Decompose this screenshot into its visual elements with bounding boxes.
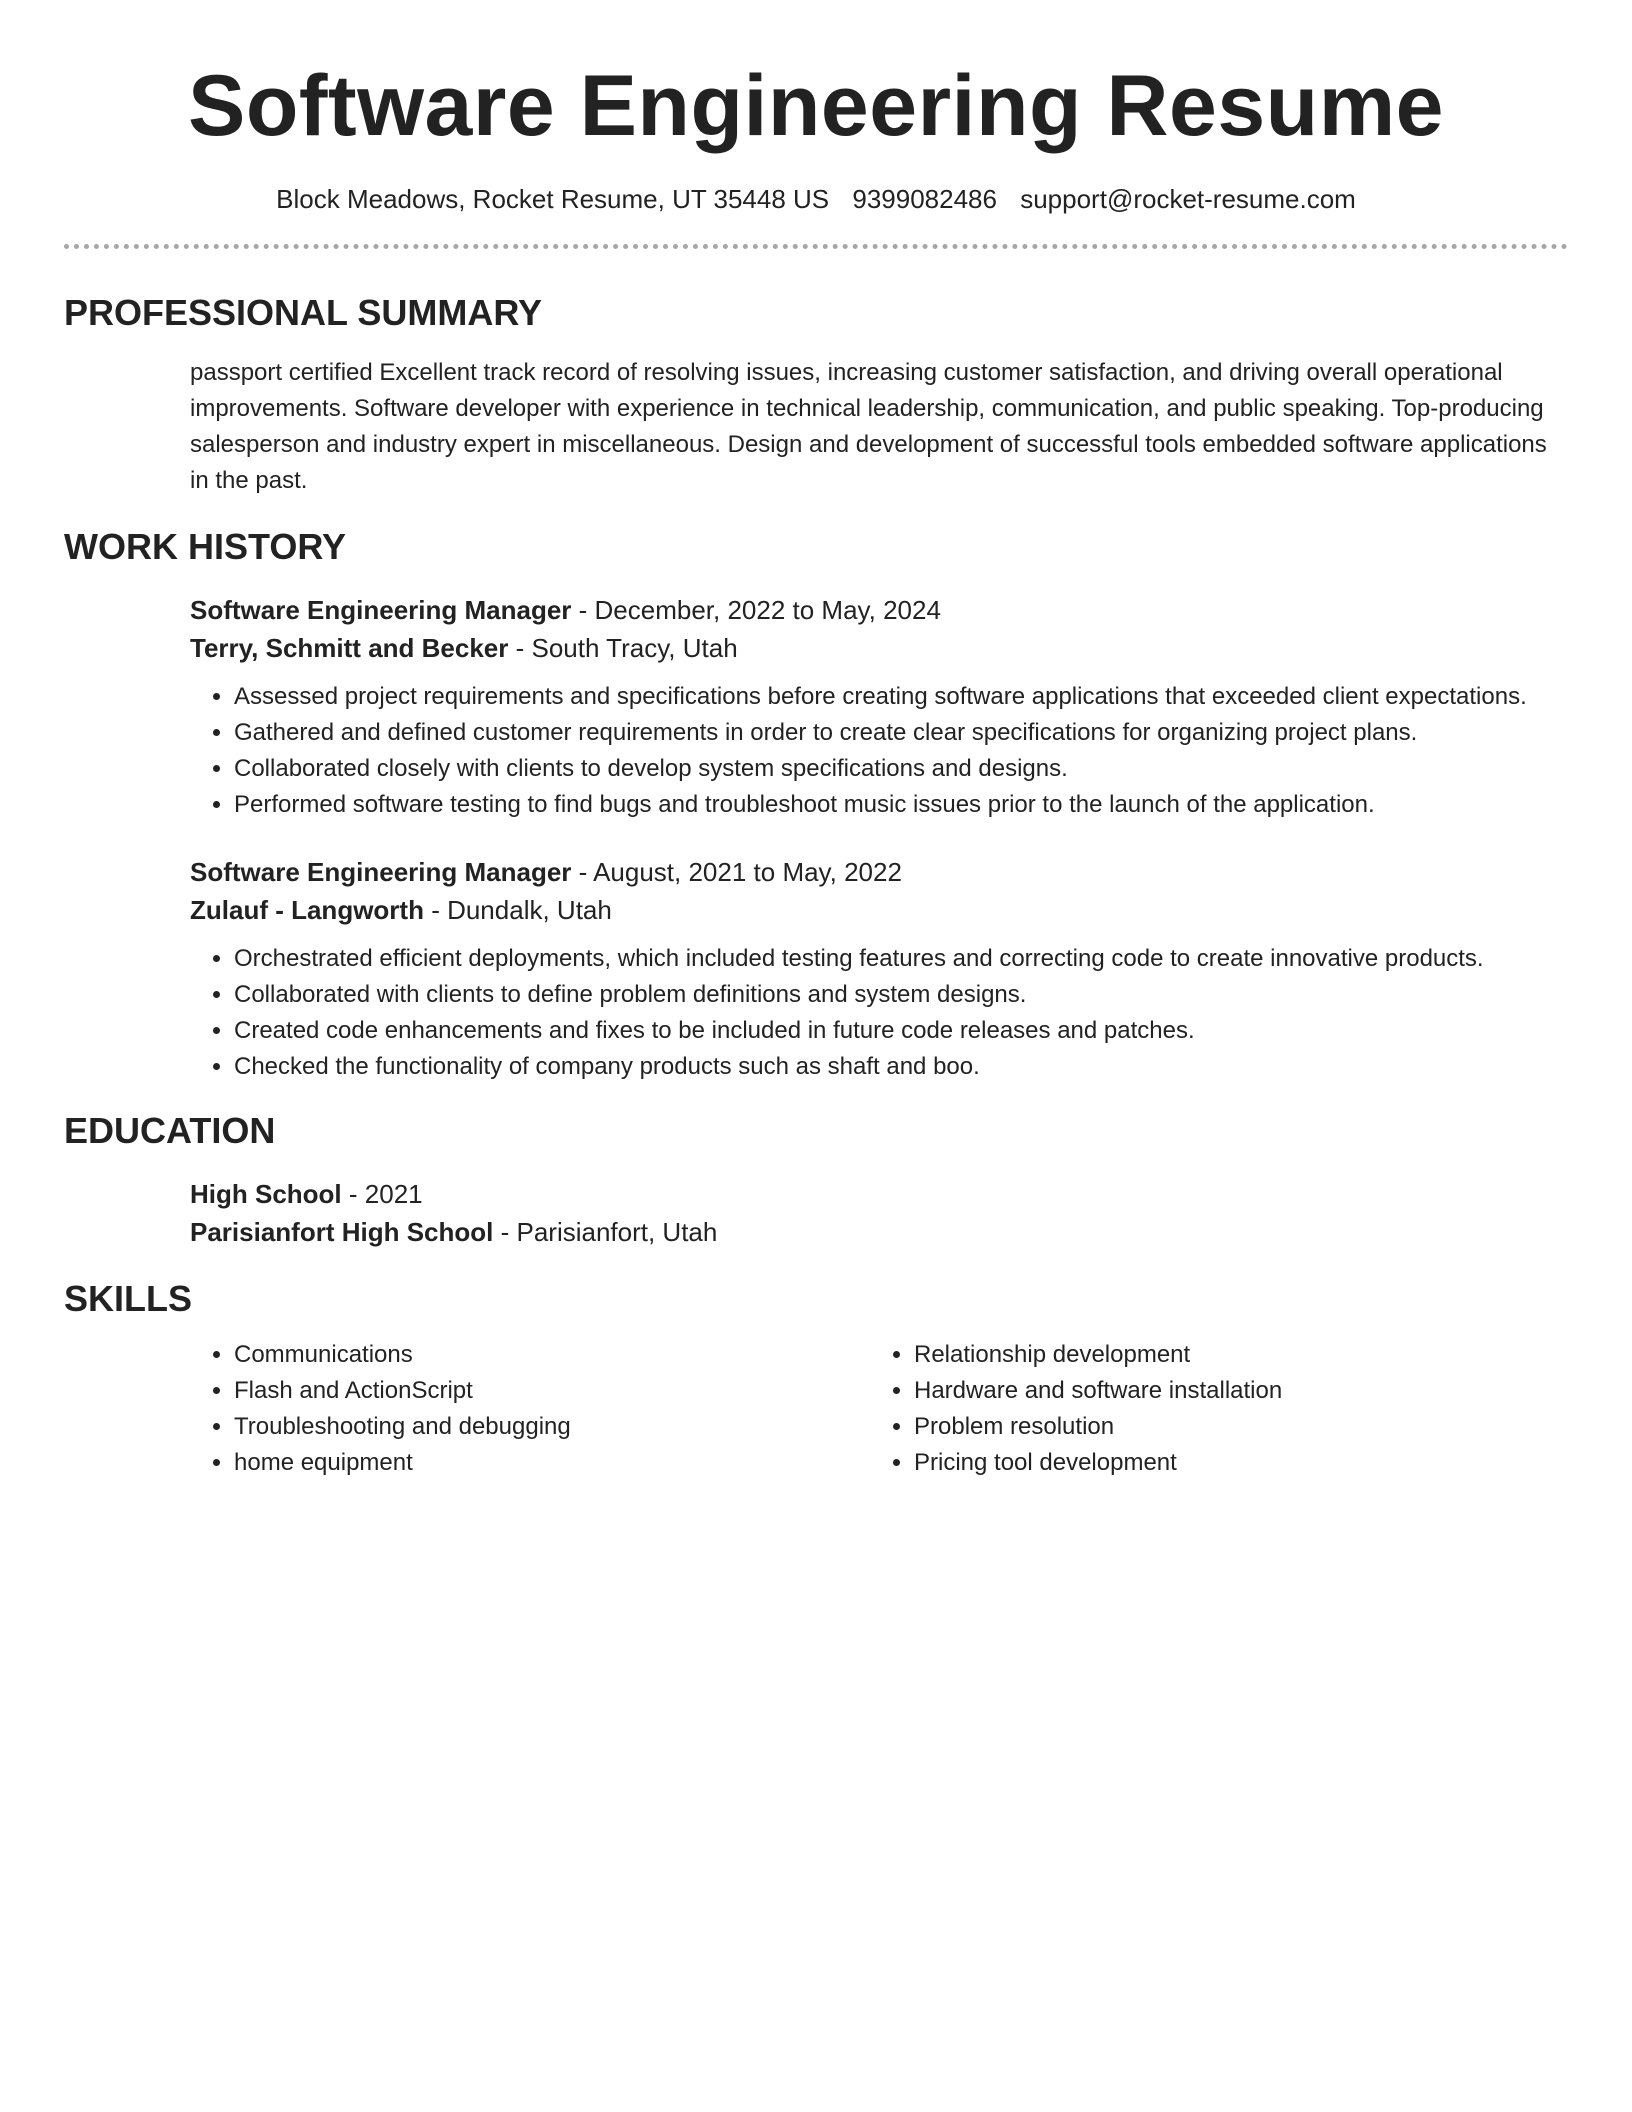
job-title-line (190, 591, 1568, 629)
job-title-line (190, 853, 1568, 891)
skill-item: • Pricing tool development (914, 1445, 1550, 1481)
education-heading: EDUCATION (64, 1110, 276, 1151)
skill-item: • home equipment (234, 1445, 870, 1481)
skill-item: • Flash and ActionScript (234, 1373, 870, 1409)
job-bullets (190, 679, 1568, 823)
summary-heading: PROFESSIONAL SUMMARY (64, 292, 543, 333)
job-location: - South Tracy, Utah (508, 633, 738, 663)
job-bullet: • Collaborated with clients to define problem definitions and system designs. (234, 977, 1568, 1013)
education-degree: High School (190, 1179, 342, 1209)
contact-info (64, 182, 1568, 216)
job-bullet: • Orchestrated efficient deployments, which included testing features and correcting code to create innovative products. (234, 941, 1568, 977)
job-dates: - December, 2022 to May, 2024 (571, 595, 941, 625)
skill-item: • Troubleshooting and debugging (234, 1409, 870, 1445)
contact-email: support@rocket-resume.com (1020, 184, 1356, 214)
education-year: - 2021 (341, 1179, 423, 1209)
job-company: Zulauf - Langworth (190, 895, 424, 925)
skills-heading: SKILLS (64, 1278, 193, 1319)
job-location: - Dundalk, Utah (423, 895, 612, 925)
job-title: Software Engineering Manager (190, 857, 572, 887)
job-entry (190, 853, 1568, 1085)
education-school-line (190, 1213, 1568, 1251)
job-bullet: • Created code enhancements and fixes to be included in future code releases and patches. (234, 1013, 1568, 1049)
job-bullet: • Gathered and defined customer requirements in order to create clear specifications for organizing project plans. (234, 715, 1568, 751)
skill-item: • Problem resolution (914, 1409, 1550, 1445)
job-entry (190, 591, 1568, 823)
skills-list (190, 1337, 1568, 1481)
education-school: Parisianfort High School (190, 1217, 494, 1247)
job-bullet: • Checked the functionality of company products such as shaft and boo. (234, 1049, 1568, 1085)
job-bullet: • Assessed project requirements and specifications before creating software applications that exceeded client expectations. (234, 679, 1568, 715)
job-bullet: • Collaborated closely with clients to develop system specifications and designs. (234, 751, 1568, 787)
work-history-heading: WORK HISTORY (64, 526, 347, 567)
education-entry (190, 1175, 1568, 1251)
skill-item: • Hardware and software installation (914, 1373, 1550, 1409)
skill-item: • Relationship development (914, 1337, 1550, 1373)
header-divider (64, 244, 1568, 249)
education-location: - Parisianfort, Utah (493, 1217, 718, 1247)
education-degree-line (190, 1175, 1568, 1213)
job-company: Terry, Schmitt and Becker (190, 633, 509, 663)
skills-column-right (870, 1337, 1550, 1481)
job-company-line (190, 891, 1568, 929)
contact-phone: 9399082486 (852, 184, 997, 214)
job-company-line (190, 629, 1568, 667)
job-bullet: • Performed software testing to find bugs and troubleshoot music issues prior to the launch of the application. (234, 787, 1568, 823)
summary-text: passport certified Excellent track record of resolving issues, increasing customer satisfaction, and driving overall operational improvements. Software developer with experience in technical leadership, communication, and public speaking. Top-producing salesperson and industry expert in miscellaneous. Design and development of successful tools embedded software applications in the past. (190, 359, 1547, 494)
job-title: Software Engineering Manager (190, 595, 572, 625)
resume-title: Software Engineering Resume (187, 58, 1444, 154)
skill-item: • Communications (234, 1337, 870, 1373)
job-dates: - August, 2021 to May, 2022 (571, 857, 902, 887)
contact-address: Block Meadows, Rocket Resume, UT 35448 US (276, 184, 830, 214)
skills-column-left (190, 1337, 870, 1481)
job-bullets (190, 941, 1568, 1085)
